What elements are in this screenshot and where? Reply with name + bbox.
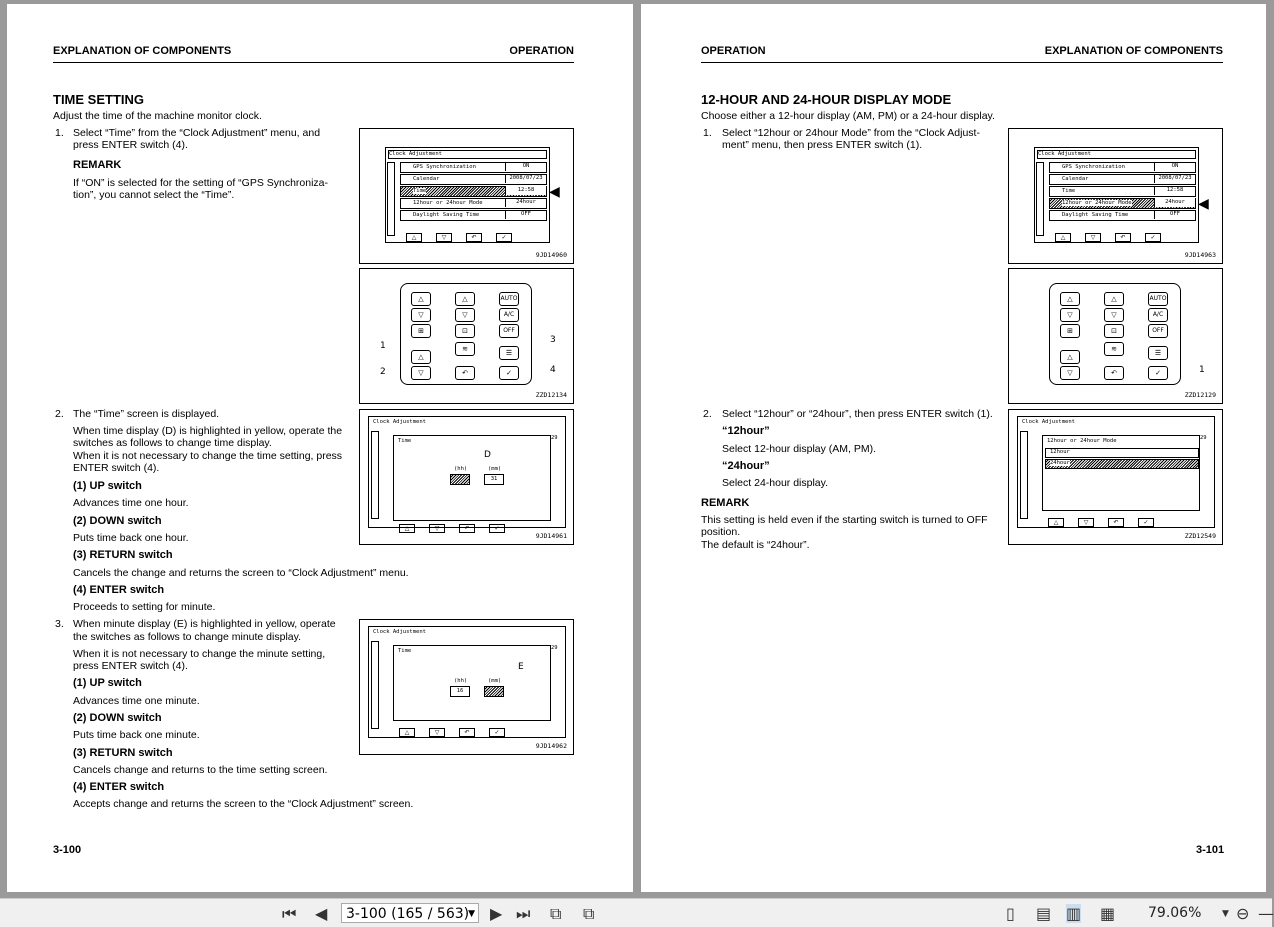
menu-value: 12:58 xyxy=(1154,186,1195,195)
step-text: press ENTER switch (4). xyxy=(73,139,188,151)
step-number: 2. xyxy=(703,408,712,420)
switch-heading: (2) DOWN switch xyxy=(73,515,162,527)
step-number: 1. xyxy=(55,127,64,139)
header-right: OPERATION xyxy=(509,45,574,57)
key-down: ▽ xyxy=(1060,308,1080,322)
dialog-title: 12hour or 24hour Mode xyxy=(1047,438,1117,444)
dialog-title: Time xyxy=(398,648,412,654)
monitor-screen xyxy=(385,147,550,243)
time-dialog xyxy=(393,645,551,721)
step-text: Select “12hour” or “24hour”, then press ENTER switch (1). xyxy=(722,408,993,420)
key-return: ↶ xyxy=(1104,366,1124,380)
menu-value: 2008/07/23 xyxy=(505,174,546,183)
switch-heading: (2) DOWN switch xyxy=(73,712,162,724)
scroll-bar xyxy=(1020,431,1028,519)
facing-pages-icon[interactable]: ▥ xyxy=(1066,904,1082,923)
page-number: 3-100 xyxy=(53,844,82,856)
continuous-page-icon[interactable]: ▤ xyxy=(1036,904,1052,923)
side-value: 29 xyxy=(551,435,558,441)
option-text: Select 12-hour display (AM, PM). xyxy=(722,443,877,455)
copy-icon[interactable]: ⧉ xyxy=(583,904,595,923)
figure-id: ZZD12134 xyxy=(535,391,567,399)
figure-id: 9JD14961 xyxy=(535,532,567,540)
hh-label: (hh) xyxy=(454,466,468,472)
figure-clock-menu xyxy=(1008,128,1223,264)
figure-keypad xyxy=(1008,268,1223,404)
switch-heading: (4) ENTER switch xyxy=(73,781,165,793)
switch-text: Advances time one hour. xyxy=(73,497,189,509)
zoom-level: 79.06% xyxy=(1148,905,1202,921)
page-left xyxy=(7,4,633,892)
side-value: 29 xyxy=(551,645,558,651)
single-page-icon[interactable]: ▯ xyxy=(1006,904,1015,923)
step-text: The “Time” screen is displayed. xyxy=(73,408,220,420)
key-up: △ xyxy=(411,292,431,306)
arrow-indicator: ◀ xyxy=(1198,195,1209,211)
arrow-indicator: ◀ xyxy=(549,183,560,199)
screen-buttons: △ ▽ ↶ ✓ xyxy=(399,523,519,533)
step-text: When minute display (E) is highlighted in yellow, operate xyxy=(73,618,336,630)
menu-item-gps: GPS Synchronization xyxy=(1062,164,1125,170)
key-up: △ xyxy=(1060,350,1080,364)
monitor-screen xyxy=(1034,147,1199,243)
key-defrost: ≋ xyxy=(1104,342,1124,356)
step-text: switches as follows to change time display. xyxy=(73,437,272,449)
menu-item-calendar: Calendar xyxy=(1062,176,1089,182)
menu-item-mode: 12hour or 24hour Mode xyxy=(1062,200,1132,206)
figure-id: ZZD12129 xyxy=(1184,391,1216,399)
dialog-title: Time xyxy=(398,438,412,444)
menu-value: ON xyxy=(505,162,546,171)
label-d: D xyxy=(484,450,491,460)
figure-time-minute xyxy=(359,619,574,755)
step-number: 3. xyxy=(55,618,64,630)
key-auto: AUTO xyxy=(499,292,519,306)
remark-heading: REMARK xyxy=(73,159,122,171)
switch-text: Cancels the change and returns the screen to “Clock Adjustment” menu. xyxy=(73,567,409,579)
previous-page-icon[interactable]: ◀ xyxy=(315,904,328,923)
mm-label: (mm) xyxy=(488,466,502,472)
switch-heading: (1) UP switch xyxy=(73,677,142,689)
hour-field xyxy=(450,474,470,485)
menu-value: 24hour xyxy=(1154,198,1195,207)
key-auto: AUTO xyxy=(1148,292,1168,306)
monitor-screen xyxy=(368,416,566,532)
menu-item-mode: 12hour or 24hour Mode xyxy=(413,200,483,206)
last-page-icon[interactable]: ⏭ xyxy=(516,904,531,923)
switch-heading: (1) UP switch xyxy=(73,480,142,492)
switch-text: Advances time one minute. xyxy=(73,695,200,707)
monitor-screen xyxy=(1017,416,1215,528)
step-text: When time display (D) is highlighted in yellow, operate the xyxy=(73,425,343,437)
scroll-bar xyxy=(1036,162,1044,236)
menu-value: 12:58 xyxy=(505,186,546,195)
figure-id: ZZD12549 xyxy=(1184,532,1216,540)
side-value: 29 xyxy=(1200,435,1207,441)
viewer-toolbar xyxy=(0,898,1272,927)
key-down: ▽ xyxy=(411,308,431,322)
callout-1: 1 xyxy=(380,341,386,351)
chevron-down-icon[interactable]: ▼ xyxy=(468,909,475,919)
switch-text: Cancels change and returns to the time setting screen. xyxy=(73,764,328,776)
key-up: △ xyxy=(455,292,475,306)
key-up: △ xyxy=(1104,292,1124,306)
figure-id: 9JD14963 xyxy=(1184,251,1216,259)
menu-item-time: Time xyxy=(413,188,427,194)
key-down: ▽ xyxy=(455,308,475,322)
callout-3: 3 xyxy=(550,335,556,345)
key-mode: ⊞ xyxy=(411,324,431,338)
figure-id: 9JD14962 xyxy=(535,742,567,750)
key-off: OFF xyxy=(1148,324,1168,338)
page-number: 3-101 xyxy=(1196,844,1225,856)
key-up: △ xyxy=(411,350,431,364)
zoom-slider[interactable]: — xyxy=(1258,904,1274,923)
switch-text: Puts time back one minute. xyxy=(73,729,200,741)
menu-item-dst: Daylight Saving Time xyxy=(1062,212,1129,218)
keypad xyxy=(1049,283,1181,385)
remark-text: If “ON” is selected for the setting of “GPS Synchroniza- xyxy=(73,177,329,189)
option-24hour xyxy=(1045,459,1199,469)
facing-continuous-icon[interactable]: ▦ xyxy=(1100,904,1116,923)
screen-buttons: △ ▽ ↶ ✓ xyxy=(406,232,526,242)
page-field-value: 3-100 (165 / 563) xyxy=(346,906,470,922)
next-page-icon[interactable]: ▶ xyxy=(490,904,503,923)
key-enter: ✓ xyxy=(1148,366,1168,380)
keypad xyxy=(400,283,532,385)
step-text: ENTER switch (4). xyxy=(73,462,160,474)
menu-value: OFF xyxy=(505,210,546,219)
key-fan: ⊡ xyxy=(455,324,475,338)
screen-buttons: △ ▽ ↶ ✓ xyxy=(399,727,519,737)
callout-1: 1 xyxy=(1199,365,1205,375)
menu-title: Clock Adjustment xyxy=(1037,150,1196,159)
menu-title: Clock Adjustment xyxy=(1022,419,1075,425)
key-fan: ⊡ xyxy=(1104,324,1124,338)
key-return: ↶ xyxy=(455,366,475,380)
intro-text: Adjust the time of the machine monitor clock. xyxy=(53,110,262,122)
zoom-dropdown-icon[interactable]: ▼ xyxy=(1222,909,1229,919)
time-dialog xyxy=(393,435,551,521)
figure-time-hour xyxy=(359,409,574,545)
option-12hour: 12hour xyxy=(1045,448,1199,458)
key-down: ▽ xyxy=(1104,308,1124,322)
key-menu: ☰ xyxy=(1148,346,1168,360)
figure-id: 9JD14960 xyxy=(535,251,567,259)
rotate-icon[interactable]: ⧉ xyxy=(550,904,562,923)
step-text: Select “Time” from the “Clock Adjustment” menu, and xyxy=(73,127,321,139)
page-header xyxy=(701,42,1223,63)
step-text: ment” menu, then press ENTER switch (1). xyxy=(722,139,923,151)
remark-text: The default is “24hour”. xyxy=(701,539,810,551)
header-left: OPERATION xyxy=(701,45,766,57)
zoom-out-icon[interactable]: ⊖ xyxy=(1236,904,1250,923)
header-right: EXPLANATION OF COMPONENTS xyxy=(1044,45,1223,57)
screen-buttons: △ ▽ ↶ ✓ xyxy=(1055,232,1175,242)
menu-item-calendar: Calendar xyxy=(413,176,440,182)
remark-text: This setting is held even if the starting switch is turned to OFF xyxy=(701,514,988,526)
menu-title: Clock Adjustment xyxy=(373,629,426,635)
step-number: 2. xyxy=(55,408,64,420)
switch-text: Puts time back one hour. xyxy=(73,532,189,544)
option-24hour-label: 24hour xyxy=(1050,460,1070,466)
menu-value: 2008/07/23 xyxy=(1154,174,1195,183)
key-enter: ✓ xyxy=(499,366,519,380)
step-text: Select “12hour or 24hour Mode” from the “Clock Adjust- xyxy=(722,127,980,139)
monitor-screen xyxy=(368,626,566,738)
remark-text: position. xyxy=(701,526,741,538)
scroll-bar xyxy=(387,162,395,236)
step-number: 1. xyxy=(703,127,712,139)
option-heading: “12hour” xyxy=(722,425,770,437)
figure-keypad xyxy=(359,268,574,404)
label-e: E xyxy=(518,662,524,672)
key-menu: ☰ xyxy=(499,346,519,360)
switch-text: Accepts change and returns the screen to the “Clock Adjustment” screen. xyxy=(73,798,414,810)
key-up: △ xyxy=(1060,292,1080,306)
step-text: the switches as follows to change minute display. xyxy=(73,631,302,643)
switch-heading: (3) RETURN switch xyxy=(73,549,173,561)
section-title: TIME SETTING xyxy=(53,92,144,107)
page-header xyxy=(53,42,574,63)
minute-field: 31 xyxy=(484,474,504,485)
menu-item-dst: Daylight Saving Time xyxy=(413,212,480,218)
scroll-bar xyxy=(371,641,379,729)
page-right xyxy=(641,4,1266,892)
key-mode: ⊞ xyxy=(1060,324,1080,338)
key-off: OFF xyxy=(499,324,519,338)
menu-value: 24hour xyxy=(505,198,546,207)
switch-text: Proceeds to setting for minute. xyxy=(73,601,216,613)
key-ac: A/C xyxy=(1148,308,1168,322)
first-page-icon[interactable]: ⏮ xyxy=(282,904,297,923)
step-text: When it is not necessary to change the time setting, press xyxy=(73,450,343,462)
step-text: press ENTER switch (4). xyxy=(73,660,188,672)
scroll-bar xyxy=(371,431,379,519)
menu-item-gps: GPS Synchronization xyxy=(413,164,476,170)
minute-field xyxy=(484,686,504,697)
menu-item-time: Time xyxy=(1062,188,1076,194)
mm-label: (mm) xyxy=(488,678,502,684)
menu-value: ON xyxy=(1154,162,1195,171)
menu-value: OFF xyxy=(1154,210,1195,219)
menu-title: Clock Adjustment xyxy=(388,150,547,159)
key-defrost: ≋ xyxy=(455,342,475,356)
header-left: EXPLANATION OF COMPONENTS xyxy=(53,45,232,57)
switch-heading: (3) RETURN switch xyxy=(73,747,173,759)
callout-2: 2 xyxy=(380,367,386,377)
step-text: When it is not necessary to change the minute setting, xyxy=(73,648,326,660)
key-ac: A/C xyxy=(499,308,519,322)
option-text: Select 24-hour display. xyxy=(722,477,829,489)
remark-heading: REMARK xyxy=(701,497,750,509)
key-down: ▽ xyxy=(411,366,431,380)
hh-label: (hh) xyxy=(454,678,468,684)
section-title: 12-HOUR AND 24-HOUR DISPLAY MODE xyxy=(701,92,952,107)
mode-dialog xyxy=(1042,435,1200,511)
figure-clock-menu xyxy=(359,128,574,264)
page-number-field[interactable] xyxy=(341,903,479,923)
callout-4: 4 xyxy=(550,365,556,375)
switch-heading: (4) ENTER switch xyxy=(73,584,165,596)
remark-text: tion”, you cannot select the “Time”. xyxy=(73,189,235,201)
screen-buttons: △ ▽ ↶ ✓ xyxy=(1048,517,1168,527)
key-down: ▽ xyxy=(1060,366,1080,380)
figure-mode-select xyxy=(1008,409,1223,545)
hour-field: 16 xyxy=(450,686,470,697)
menu-title: Clock Adjustment xyxy=(373,419,426,425)
intro-text: Choose either a 12-hour display (AM, PM) or a 24-hour display. xyxy=(701,110,995,122)
option-heading: “24hour” xyxy=(722,460,770,472)
